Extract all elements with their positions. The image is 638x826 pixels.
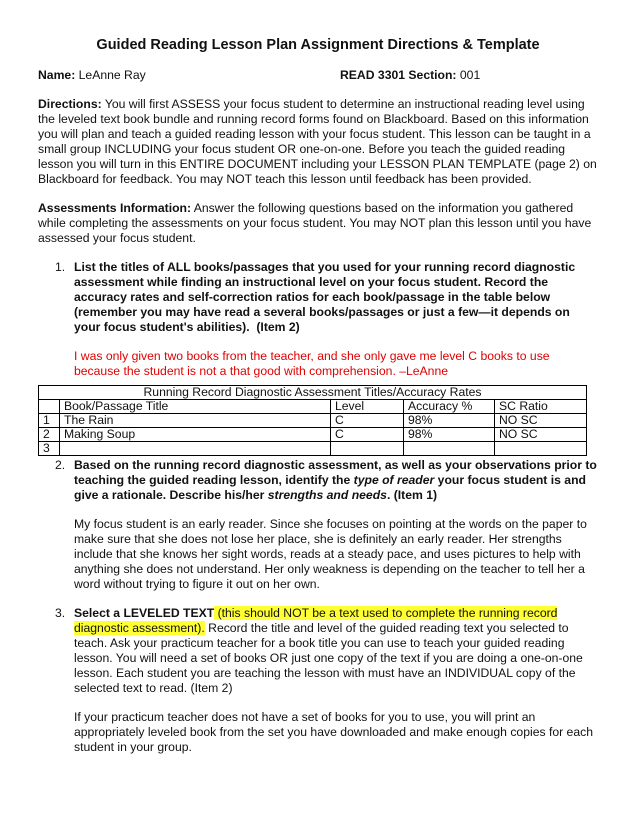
q2-part-c: . (Item 1): [386, 488, 438, 502]
directions-label: Directions:: [38, 97, 102, 111]
table-cell: [39, 400, 60, 414]
q2-part-a: Based on the running record diagnostic assessment, as well as your observations prior to teaching the guided reading lesson, identify the: [74, 458, 597, 487]
row-title: Making Soup: [60, 428, 331, 442]
row-accuracy: 98%: [404, 428, 495, 442]
assessments-label: Assessments Information:: [38, 201, 192, 215]
question-text: [74, 260, 598, 335]
header-title: Book/Passage Title: [60, 400, 331, 414]
name-label: Name:: [38, 68, 76, 82]
course-value: 001: [456, 68, 481, 82]
table-row: [39, 428, 587, 442]
question-1: [38, 260, 598, 379]
question-number: 1.: [55, 260, 66, 274]
directions-text: You will first ASSESS your focus student to determine an instructional reading level using the leveled text book bundle and running record forms found on Blackboard. Based on this information you will plan and teach a guided reading lesson with your focus student. This lesson can be taught in a small group INCLUDING your focus student OR one-on-one. Before you teach the guided reading lesson you will turn in this ENTIRE DOCUMENT including your LESSON PLAN TEMPLATE (page 2) on Blackboard for feedback. You may NOT teach this lesson until feedback has been provided.: [38, 97, 597, 186]
directions-paragraph: [38, 97, 598, 187]
table-row: [39, 442, 587, 456]
row-sc: NO SC: [495, 414, 587, 428]
row-number: 2: [39, 428, 60, 442]
question-1-prompt: List the titles of ALL books/passages that you used for your running record diagnostic assessment while finding an instructional level on your focus student. Record the accuracy rates and self-correction ratios for each book/passage in the table below (remember you may have read a several books/passages or just a few—it depends on your focus student's abilities).: [74, 260, 576, 334]
row-level: [331, 442, 404, 456]
assessments-text: Answer the following questions based on the information you gathered while completing the assessments on your focus student. You may NOT plan this lesson until you have assessed your focus student.: [38, 201, 592, 245]
question-number: 3.: [55, 606, 66, 620]
name-field: [38, 68, 146, 82]
course-field: [340, 68, 480, 83]
table-caption: Running Record Diagnostic Assessment Titles/Accuracy Rates: [39, 386, 587, 400]
question-2-answer: My focus student is an early reader. Since she focuses on pointing at the words on the paper to make sure that she does not lose her place, she is definitely an early reader. Her strengths include that she knows her sight words, reads at a steady pace, and uses pictures to help with anything she does not understand. Her only weakness is depending on the teacher to tell her a word without trying to figure it out on her own.: [74, 517, 587, 591]
question-3-paragraph-2: If your practicum teacher does not have a set of books for you to use, you will print an appropriately leveled book from the set you have downloaded and make enough copies for each student in your group.: [74, 710, 593, 754]
question-list: [38, 260, 598, 379]
q3-text: Record the title and level of the guided reading text you selected to teach. Ask your practicum teacher for a book title you can use to teach your guided reading lesson. You will need a set of books OR just one copy of the text if you are doing a one-on-one lesson. Each student you are teaching the lesson with must have an INDIVIDUAL copy of the selected text to read. (Item 2): [74, 621, 583, 695]
question-text: [74, 458, 598, 503]
question-3: [38, 606, 598, 755]
row-number: 3: [39, 442, 60, 456]
question-2: [38, 458, 598, 592]
row-number: 1: [39, 414, 60, 428]
name-value: LeAnne Ray: [75, 68, 146, 82]
header-level: Level: [331, 400, 404, 414]
row-title: The Rain: [60, 414, 331, 428]
q2-emphasis-2: strengths and needs: [267, 488, 387, 502]
q3-bold: Select a LEVELED TEXT: [74, 606, 215, 620]
question-1-answer: I was only given two books from the teacher, and she only gave me level C books to use because the student is not a that good with comprehension. –LeAnne: [74, 349, 550, 378]
table-header-row: [39, 400, 587, 414]
question-text: [74, 606, 598, 696]
course-label: READ 3301 Section:: [340, 68, 457, 82]
row-sc: [495, 442, 587, 456]
question-number: 2.: [55, 458, 66, 472]
document-page: [38, 36, 598, 761]
question-list-continued: [38, 458, 598, 755]
row-accuracy: [404, 442, 495, 456]
table-caption-row: [39, 386, 587, 400]
header-sc-ratio: SC Ratio: [495, 400, 587, 414]
student-info-line: [38, 68, 598, 83]
row-title: [60, 442, 331, 456]
row-sc: NO SC: [495, 428, 587, 442]
running-record-table: [38, 385, 587, 456]
question-1-item: (Item 2): [256, 320, 300, 334]
q3-highlight: (this should NOT be a text used to complete the running record diagnostic assessment).: [74, 606, 558, 635]
row-level: C: [331, 428, 404, 442]
row-level: C: [331, 414, 404, 428]
q2-part-b: your focus student is and give a rationale. Describe his/her: [74, 473, 586, 502]
row-accuracy: 98%: [404, 414, 495, 428]
assessments-paragraph: [38, 201, 598, 246]
document-title: Guided Reading Lesson Plan Assignment Directions & Template: [96, 37, 540, 53]
q2-emphasis-1: type of reader: [353, 473, 435, 487]
header-accuracy: Accuracy %: [404, 400, 495, 414]
table-row: [39, 414, 587, 428]
